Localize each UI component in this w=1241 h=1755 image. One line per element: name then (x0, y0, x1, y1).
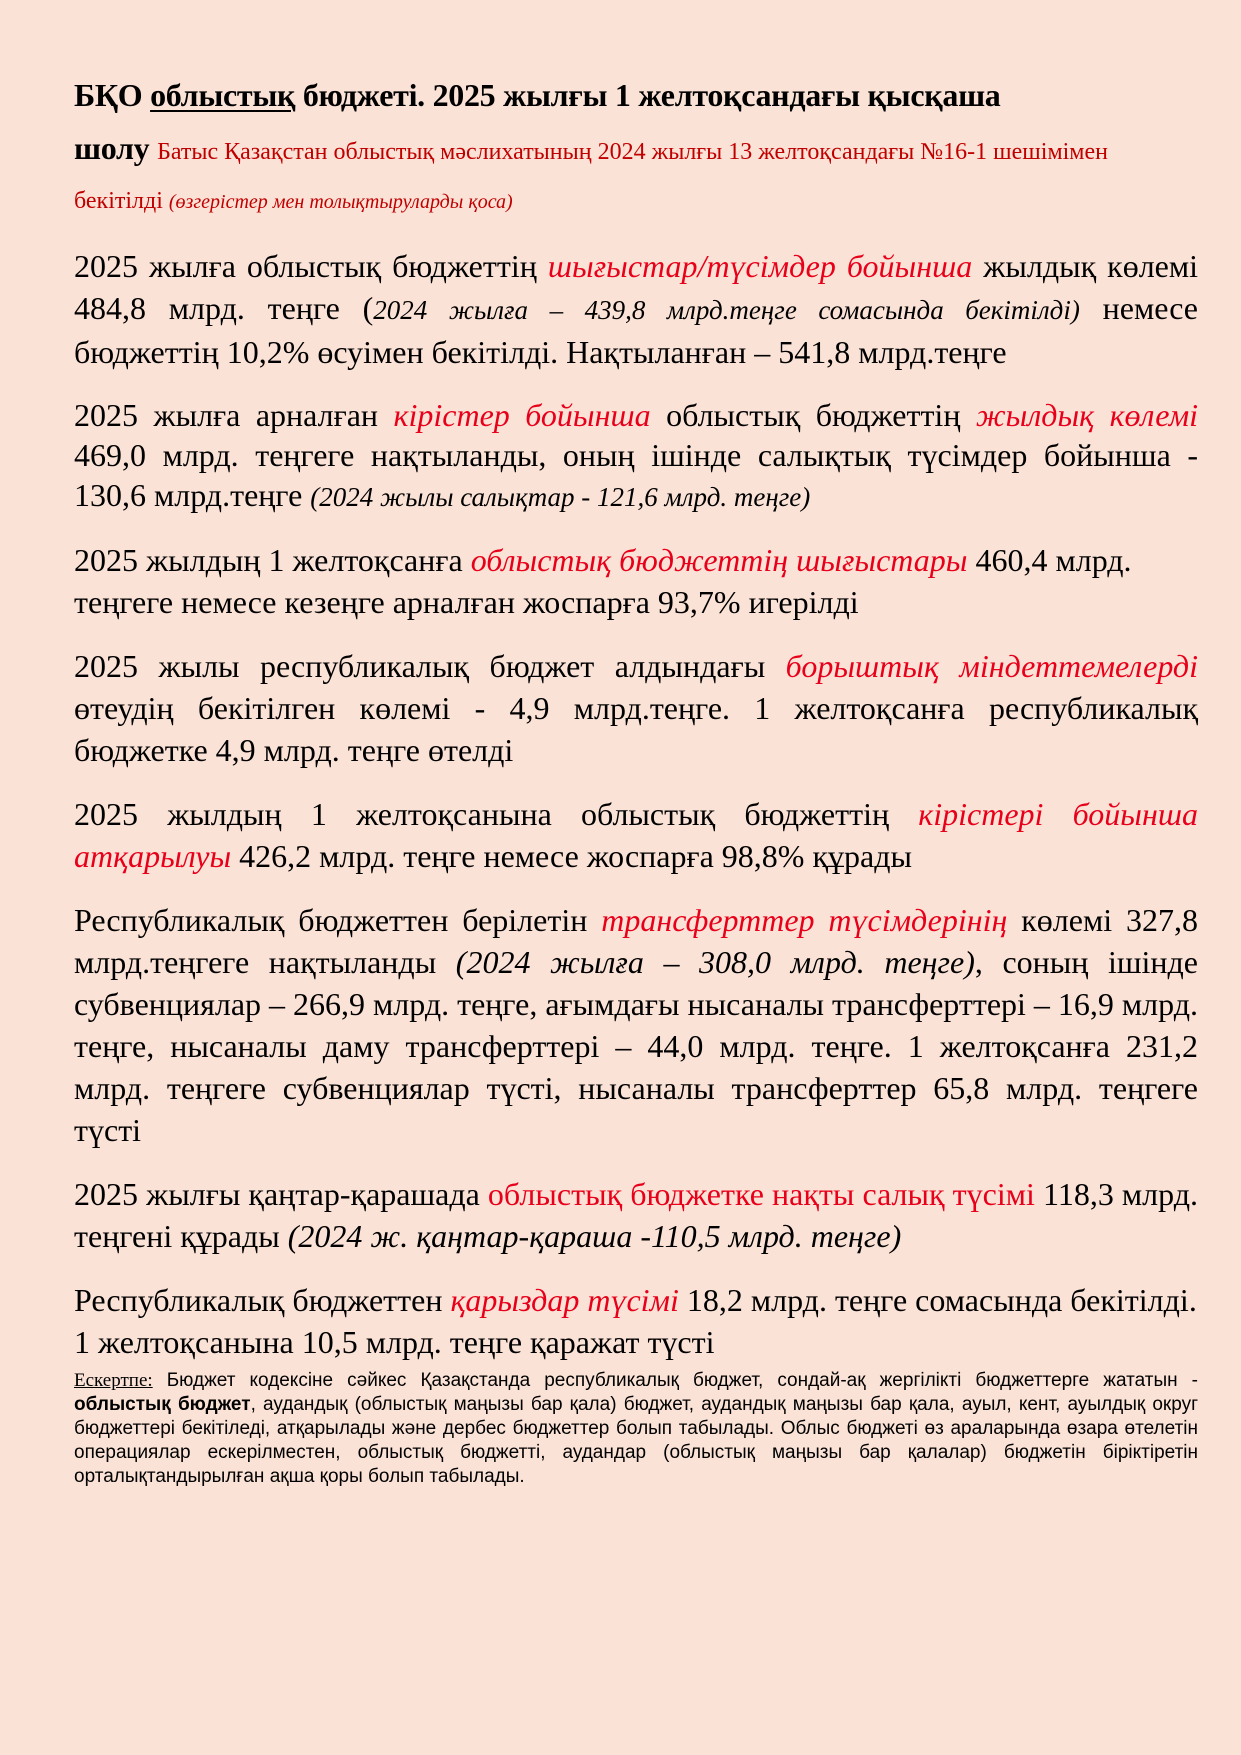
p6-highlight: трансферттер түсімдерінің (601, 902, 1008, 938)
p1-text-b: жылдық көлемі 484,8 млрд. теңге ( (74, 248, 1199, 326)
paragraph-loans (74, 1279, 1198, 1363)
paragraph-revenue-execution (74, 793, 1198, 877)
p1-italic: 2024 жылға – 439,8 млрд.теңге сомасында бекітілді) (373, 295, 1080, 325)
p1-text-c: немесе бюджеттің 10,2% өсуімен бекітілді. Нақтыланған – 541,8 млрд.теңге (74, 290, 1198, 370)
title-prefix: БҚО (74, 77, 151, 113)
footnote-text-a: Бюджет кодексіне сәйкес Қазақстанда республикалық бюджет, сондай-ақ жергілікті бюджеттерге жататын - (152, 1370, 1198, 1391)
p2-text-c: 469,0 млрд. теңгеге нақтыланды, оның ішінде салықтық түсімдер бойынша - 130,6 млрд.теңге (74, 437, 1198, 513)
p5-highlight: кірістері бойынша атқарылуы (74, 796, 1199, 874)
title-line2: шолу (74, 130, 158, 166)
paragraph-debt-obligations (74, 645, 1198, 771)
title-underlined: облыстық (150, 77, 296, 113)
p2-highlight-2: жылдық көлемі (975, 397, 1199, 433)
p2-text-b: облыстық бюджеттің (650, 397, 976, 433)
footnote-text-b: , аудандық (облыстық маңызы бар қала) бюджет, аудандық маңызы бар қала, ауыл, кент, ауылдық округ бюджеттері бекітіледі, атқарылады және дербес бюджеттер болып табылады. Облыс бюджеті өз араларында өзара өтелетін операциялар ескерілместен, облыстық бюджетті, аудандар (облыстық маңызы бар қалалар) бюджетін біріктіретін орталықтандырылған ақша қоры болып табылады. (74, 1394, 1198, 1487)
p4-text-b: өтеудің бекітілген көлемі - 4,9 млрд.теңге. 1 желтоқсанға республикалық бюджетке 4,9 млрд. теңге өтелді (74, 690, 1198, 768)
document-content (74, 72, 1198, 1489)
p7-text-a: 2025 жылғы қаңтар-қарашада (74, 1176, 488, 1212)
p6-text-b: көлемі 327,8 млрд.теңгеге нақтыланды (74, 902, 1199, 980)
title-rest: бюджеті. 2025 жылғы 1 желтоқсандағы қысқаша (295, 77, 1001, 113)
p3-text-a: 2025 жылдың 1 желтоқсанға (74, 542, 471, 578)
p6-text-c: , соның ішінде субвенциялар – 266,9 млрд. теңге, ағымдағы нысаналы трансферттері – 16,9 млрд. теңге, нысаналы даму трансферттері – 44,0 млрд. теңге. 1 желтоқсанға 231,2 млрд. теңгеге субвенциялар түсті, нысаналы трансферттер 65,8 млрд. теңгеге түсті (74, 944, 1199, 1148)
paragraph-tax-receipts (74, 1173, 1198, 1257)
subtitle-note: (өзгерістер мен толықтыруларды қоса) (168, 191, 513, 213)
p6-italic: (2024 жылға – 308,0 млрд. теңге) (455, 944, 975, 980)
p2-text-a: 2025 жылға арналған (74, 397, 394, 433)
p8-text-b: 18,2 млрд. теңге сомасында бекітілді. 1 желтоқсанына 10,5 млрд. теңге қаражат түсті (74, 1282, 1197, 1360)
p3-highlight: облыстық бюджеттің шығыстары (470, 542, 968, 578)
p7-italic: (2024 ж. қаңтар-қараша -110,5 млрд. теңге) (287, 1218, 902, 1254)
footnote (74, 1369, 1198, 1489)
footnote-bold: облыстық бюджет (74, 1394, 251, 1415)
p4-text-a: 2025 жылы республикалық бюджет алдындағы (74, 648, 786, 684)
p2-italic: (2024 жылы салықтар - 121,6 млрд. теңге) (310, 482, 811, 512)
p2-highlight-1: кірістер бойынша (393, 397, 651, 433)
p5-text-a: 2025 жылдың 1 желтоқсанына облыстық бюджеттің (74, 796, 919, 832)
p8-text-a: Республикалық бюджеттен (74, 1282, 451, 1318)
p7-text-b: 118,3 млрд. теңгені құрады (74, 1176, 1198, 1254)
p7-highlight: облыстық бюджетке нақты салық түсімі (487, 1176, 1035, 1212)
title-block (74, 72, 1198, 227)
p3-text-b: 460,4 млрд. теңгеге немесе кезеңге арналған жоспарға 93,7% игерілді (74, 542, 1132, 620)
p8-highlight: қарыздар түсімі (450, 1282, 679, 1318)
p5-text-b: 426,2 млрд. теңге немесе жоспарға 98,8% құрады (231, 838, 912, 874)
p1-highlight: шығыстар/түсімдер бойынша (547, 248, 973, 284)
paragraph-expenditure-execution (74, 539, 1198, 623)
paragraph-transfers (74, 899, 1198, 1151)
p4-highlight: борыштық міндеттемелерді (785, 648, 1199, 684)
subtitle-text: Батыс Қазақстан облыстық мәслихатының 2024 жылғы 13 желтоқсандағы №16-1 шешімімен бекітілді (74, 139, 1108, 214)
paragraph-revenue-volume (74, 395, 1198, 517)
subtitle (74, 139, 1108, 214)
footnote-label: Ескертпе: (74, 1370, 153, 1391)
paragraph-expenditure-volume (74, 245, 1198, 373)
p6-text-a: Республикалық бюджеттен берілетін (74, 902, 602, 938)
p1-text-a: 2025 жылға облыстық бюджеттің (74, 248, 548, 284)
